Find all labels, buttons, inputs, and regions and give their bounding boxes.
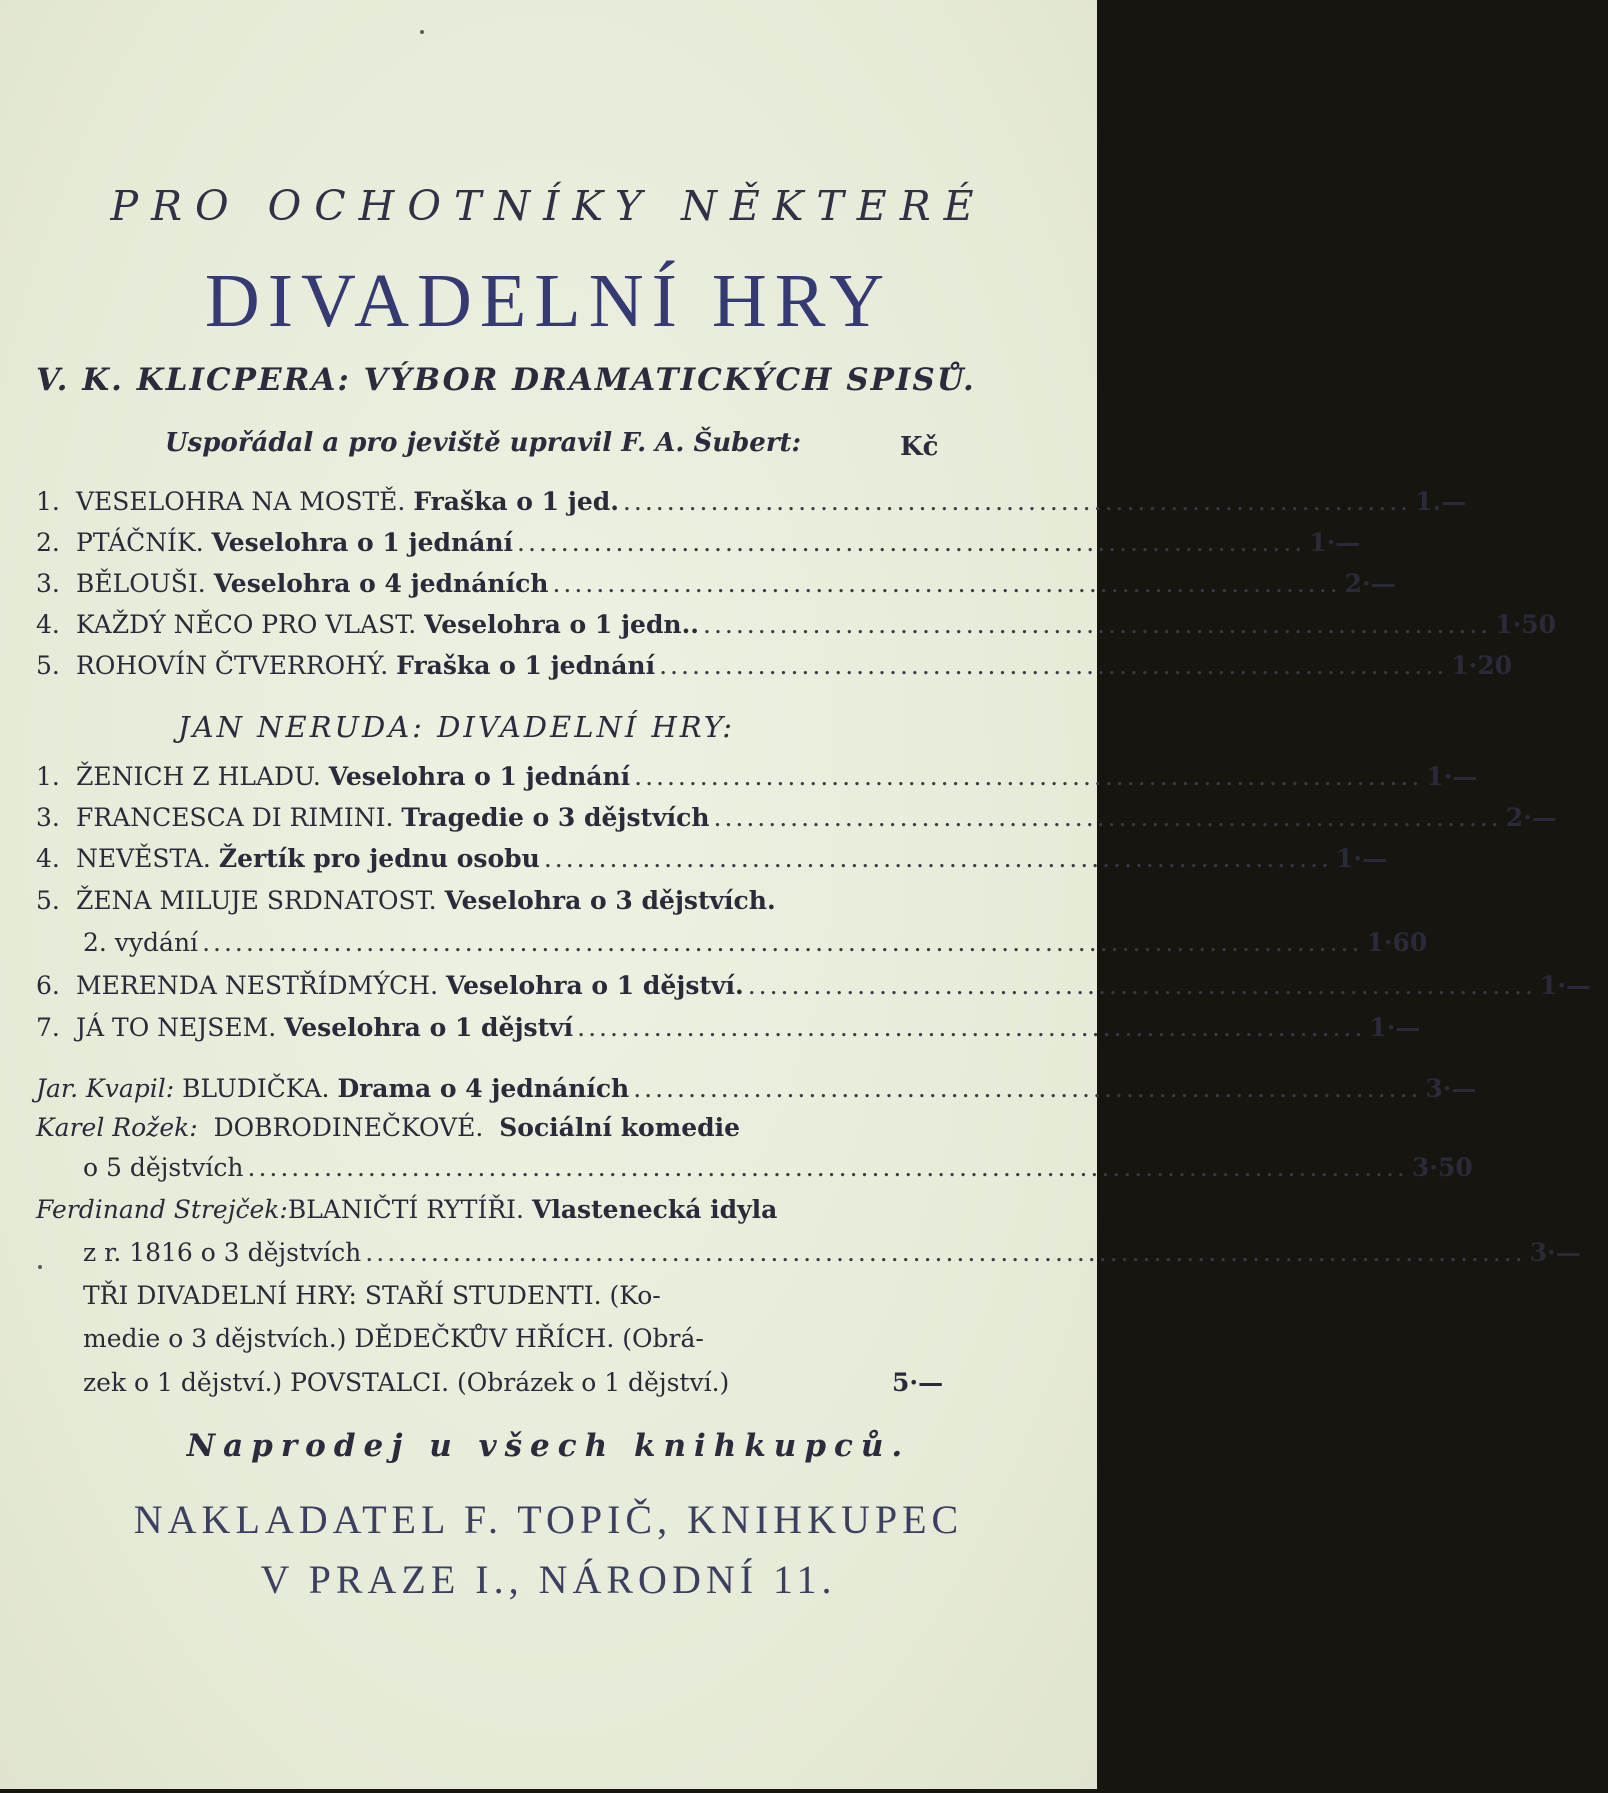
- item-desc: Tragedie o 3 dějstvích: [401, 803, 710, 832]
- item-desc: Sociální komedie: [499, 1113, 740, 1142]
- page-title: DIVADELNÍ HRY: [204, 259, 893, 343]
- item-number: 4.: [36, 610, 60, 639]
- list-item: [83, 1238, 1581, 1278]
- item-price: 1·50: [1495, 610, 1557, 639]
- item-title: NEVĚSTA.: [76, 844, 211, 873]
- item-desc: Fraška o 1 jednání: [396, 651, 656, 680]
- top-line: PRO OCHOTNÍKY NĚKTERÉ: [110, 182, 987, 230]
- list-item: [36, 971, 1591, 1011]
- item-desc: Drama o 4 jednáních: [337, 1074, 630, 1103]
- item-desc: medie o 3 dějstvích.) DĚDEČKŮV HŘÍCH. (Obrá-: [83, 1324, 704, 1353]
- item-price: 2·—: [1344, 569, 1396, 598]
- item-title: ŽENICH Z HLADU.: [76, 762, 321, 791]
- item-desc: 2. vydání: [83, 928, 199, 957]
- item-title: ROHOVÍN ČTVERROHÝ.: [76, 651, 389, 680]
- list-item: [36, 762, 1478, 802]
- list-item: [83, 1324, 960, 1364]
- item-number: 2.: [36, 528, 60, 557]
- item-title: BĚLOUŠI.: [76, 569, 206, 598]
- item-number: 5.: [36, 886, 60, 915]
- item-price: 1·—: [1369, 1013, 1421, 1042]
- item-price: 2·—: [1505, 803, 1557, 832]
- item-price: 1·—: [1539, 971, 1591, 1000]
- list-item: [83, 928, 1428, 968]
- leader-dots: ........................................................................: [633, 1074, 1422, 1103]
- list-item: [36, 803, 1557, 843]
- item-desc: Veselohra o 3 dějstvích.: [444, 886, 776, 915]
- list-item: [83, 1368, 960, 1408]
- list-item: [36, 569, 1396, 609]
- list-item: [83, 1281, 960, 1321]
- item-desc: Vlastenecká idyla: [531, 1195, 778, 1224]
- list-item: [36, 1013, 1421, 1053]
- item-number: 1.: [36, 487, 60, 516]
- currency-label: Kč: [900, 432, 939, 462]
- item-title: DOBRODINEČKOVÉ.: [213, 1113, 484, 1142]
- list-item: [83, 1153, 1473, 1193]
- item-desc: o 5 dějstvích: [83, 1153, 244, 1182]
- publisher-line: NAKLADATEL F. TOPIČ, KNIHKUPEC: [133, 1497, 964, 1542]
- list-item: [36, 1074, 1477, 1114]
- item-desc: Veselohra o 1 dějství: [284, 1013, 574, 1042]
- item-price: 1·—: [1336, 844, 1388, 873]
- item-price: 3·—: [1529, 1238, 1581, 1267]
- item-number: 5.: [36, 651, 60, 680]
- item-desc: Veselohra o 4 jednáních: [213, 569, 549, 598]
- item-desc: zek o 1 dějství.) POVSTALCI. (Obrázek o 1 dějství.): [83, 1368, 730, 1397]
- list-item: [36, 610, 1557, 650]
- leader-dots: ........................................................................: [577, 1013, 1366, 1042]
- neruda-heading: JAN NERUDA: DIVADELNÍ HRY:: [178, 710, 736, 744]
- item-desc: Veselohra o 1 jednání: [211, 528, 514, 557]
- item-desc: Žertík pro jednu osobu: [218, 844, 540, 873]
- editor-line: Uspořádal a pro jeviště upravil F. A. Šubert:: [165, 428, 802, 458]
- klicpera-heading: V. K. KLICPERA: VÝBOR DRAMATICKÝCH SPISŮ.: [36, 362, 976, 398]
- item-price: 1.—: [1415, 487, 1467, 516]
- author-name: Jar. Kvapil:: [36, 1074, 175, 1103]
- item-title: ŽENA MILUJE SRDNATOST.: [76, 886, 437, 915]
- leader-dots: ..........................................................................................................: [247, 1153, 1408, 1182]
- item-desc: Veselohra o 1 jednání: [328, 762, 631, 791]
- item-title: PTÁČNÍK.: [76, 528, 204, 557]
- paper-speck: [38, 1265, 42, 1269]
- list-item: [36, 844, 1388, 884]
- item-title: BLUDIČKA.: [182, 1074, 330, 1103]
- item-number: 7.: [36, 1013, 60, 1042]
- item-title: VESELOHRA NA MOSTĚ.: [76, 487, 406, 516]
- list-item: [36, 1195, 960, 1235]
- leader-dots: ........................................................................: [517, 528, 1306, 557]
- item-number: 3.: [36, 569, 60, 598]
- leader-dots: ..........................................................................................................: [202, 928, 1363, 957]
- leader-dots: ........................................................................: [543, 844, 1332, 873]
- author-name: Ferdinand Strejček:: [36, 1195, 288, 1224]
- item-price: 1·20: [1451, 651, 1513, 680]
- item-title: BLANIČTÍ RYTÍŘI.: [287, 1195, 524, 1224]
- item-title: MERENDA NESTŘÍDMÝCH.: [76, 971, 439, 1000]
- leader-dots: ..........................................................................................................: [365, 1238, 1526, 1267]
- list-item: [36, 487, 1467, 527]
- sale-note: Naprodej u všech knihkupců.: [186, 1428, 911, 1464]
- item-price: 1·—: [1309, 528, 1361, 557]
- item-number: 3.: [36, 803, 60, 832]
- item-title: KAŽDÝ NĚCO PRO VLAST.: [76, 610, 417, 639]
- leader-dots: ........................................................................: [659, 651, 1448, 680]
- item-number: 1.: [36, 762, 60, 791]
- list-item: [36, 886, 960, 926]
- leader-dots: ........................................................................: [552, 569, 1341, 598]
- item-desc: TŘI DIVADELNÍ HRY: STAŘÍ STUDENTI. (Ko-: [83, 1281, 661, 1310]
- item-price: 3·50: [1411, 1153, 1473, 1182]
- list-item: [36, 1113, 960, 1153]
- author-name: Karel Rožek:: [36, 1113, 198, 1142]
- item-price: 1·—: [1426, 762, 1478, 791]
- paper-speck: [420, 30, 424, 34]
- leader-dots: ........................................................................: [634, 762, 1423, 791]
- item-desc: Fraška o 1 jed.: [413, 487, 619, 516]
- item-title: JÁ TO NEJSEM.: [76, 1013, 277, 1042]
- item-number: 6.: [36, 971, 60, 1000]
- leader-dots: ........................................................................: [713, 803, 1502, 832]
- item-desc: Veselohra o 1 jedn..: [424, 610, 700, 639]
- leader-dots: ........................................................................: [622, 487, 1412, 516]
- item-number: 4.: [36, 844, 60, 873]
- item-price: 1·60: [1366, 928, 1428, 957]
- item-desc: Veselohra o 1 dějství.: [446, 971, 744, 1000]
- item-desc: z r. 1816 o 3 dějstvích: [83, 1238, 362, 1267]
- leader-dots: ........................................................................: [703, 610, 1492, 639]
- item-price: 5·—: [892, 1368, 944, 1397]
- item-price: 3·—: [1425, 1074, 1477, 1103]
- list-item: [36, 528, 1361, 568]
- item-title: FRANCESCA DI RIMINI.: [76, 803, 394, 832]
- publisher-address: V PRAZE I., NÁRODNÍ 11.: [260, 1557, 837, 1602]
- leader-dots: ........................................................................: [747, 971, 1536, 1000]
- list-item: [36, 651, 1513, 691]
